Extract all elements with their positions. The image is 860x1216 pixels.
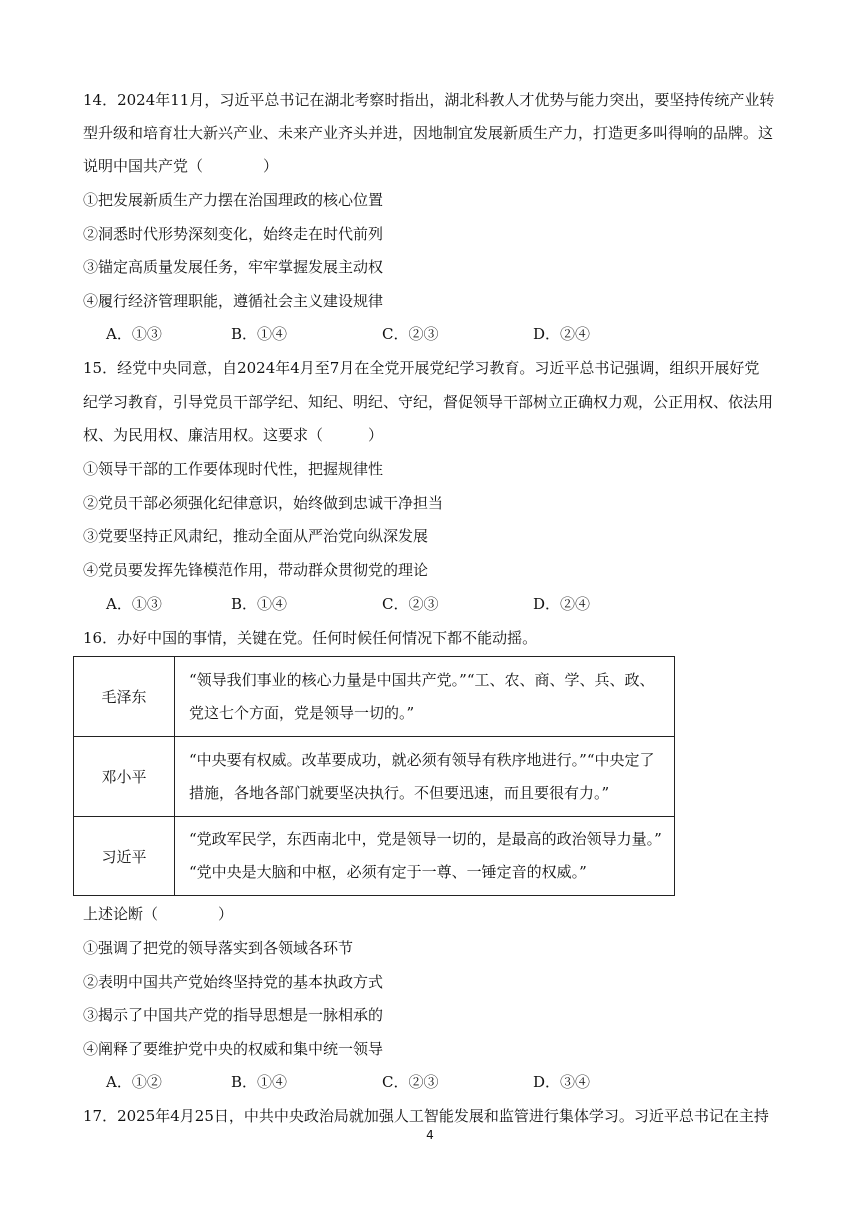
q16-item-4: ④阐释了要维护党中央的权威和集中统一领导 [83,1040,384,1058]
person-cell: 毛泽东 [74,657,175,737]
q14-item-2: ②洞悉时代形势深刻变化，始终走在时代前列 [83,225,384,243]
table-row [74,817,675,896]
quote-line: 措施，各地各部门就要坚决执行。不但要迅速，而且要很有力。” [189,783,610,802]
table-row [74,737,675,817]
q16-item-1: ①强调了把党的领导落实到各领域各环节 [83,939,354,957]
q14-item-3: ③锚定高质量发展任务，牢牢掌握发展主动权 [83,258,384,276]
q15-item-1: ①领导干部的工作要体现时代性，把握规律性 [83,460,384,478]
q14-item-4: ④履行经济管理职能，遵循社会主义建设规律 [83,292,384,310]
q16-option-c: C．②③ [382,1073,439,1091]
q15-option-a: A．①③ [106,595,162,613]
q14-option-c: C．②③ [382,325,439,343]
q14-stem-line-2: 型升级和培育壮大新兴产业、未来产业齐头并进，因地制宜发展新质生产力，打造更多叫得响的品牌。这 [83,124,774,142]
q16-after-table: 上述论断（ ） [83,905,234,923]
quote-line: “党政军民学，东西南北中，党是领导一切的，是最高的政治领导力量。” [189,830,662,848]
q15-item-2: ②党员干部必须强化纪律意识，始终做到忠诚干净担当 [83,494,444,512]
q15-option-d: D．②④ [533,595,591,613]
quotes-table [73,656,675,896]
q16-item-3: ③揭示了中国共产党的指导思想是一脉相承的 [83,1006,384,1024]
q14-option-a: A．①③ [106,325,162,343]
quote-cell [175,737,675,817]
q15-option-b: B．①④ [231,595,288,613]
q16-stem: 16．办好中国的事情，关键在党。任何时候任何情况下都不能动摇。 [83,629,538,647]
person-cell: 邓小平 [74,737,175,817]
quote-cell [175,657,675,737]
q14-stem-line-1: 14．2024年11月，习近平总书记在湖北考察时指出，湖北科教人才优势与能力突出，要坚持传统产业转 [83,91,775,109]
quote-line: “中央要有权威。改革要成功，就必须有领导有秩序地进行。”“中央定了 [189,750,655,769]
person-cell: 习近平 [74,817,175,896]
table-row [74,657,675,737]
q16-item-2: ②表明中国共产党始终坚持党的基本执政方式 [83,973,384,991]
q15-stem-line-3: 权、为民用权、廉洁用权。这要求（ ） [83,426,384,444]
q14-option-b: B．①④ [231,325,288,343]
q15-stem-line-2: 纪学习教育，引导党员干部学纪、知纪、明纪、守纪，督促领导干部树立正确权力观，公正用权、依法用 [83,393,774,411]
q14-stem-line-3: 说明中国共产党（ ） [83,157,279,175]
q16-option-b: B．①④ [231,1073,288,1091]
q14-option-d: D．②④ [533,325,591,343]
quote-line: “领导我们事业的核心力量是中国共产党。”“工、农、商、学、兵、政、 [189,670,655,689]
q17-stem-line-1: 17．2025年4月25日，中共中央政治局就加强人工智能发展和监管进行集体学习。习近平总书记在主持 [83,1107,769,1125]
q16-option-a: A．①② [106,1073,162,1091]
q15-option-c: C．②③ [382,595,439,613]
q15-item-4: ④党员要发挥先锋模范作用，带动群众贯彻党的理论 [83,561,429,579]
q15-item-3: ③党要坚持正风肃纪，推动全面从严治党向纵深发展 [83,527,429,545]
q16-option-d: D．③④ [533,1073,591,1091]
q15-stem-line-1: 15．经党中央同意，自2024年4月至7月在全党开展党纪学习教育。习近平总书记强调，组织开展好党 [83,359,760,377]
quote-cell [175,817,675,896]
page-number: 4 [426,1128,434,1142]
quote-line: 党这七个方面，党是领导一切的。” [189,703,415,722]
q14-item-1: ①把发展新质生产力摆在治国理政的核心位置 [83,191,384,209]
quote-line: “党中央是大脑和中枢，必须有定于一尊、一锤定音的权威。” [189,863,587,881]
